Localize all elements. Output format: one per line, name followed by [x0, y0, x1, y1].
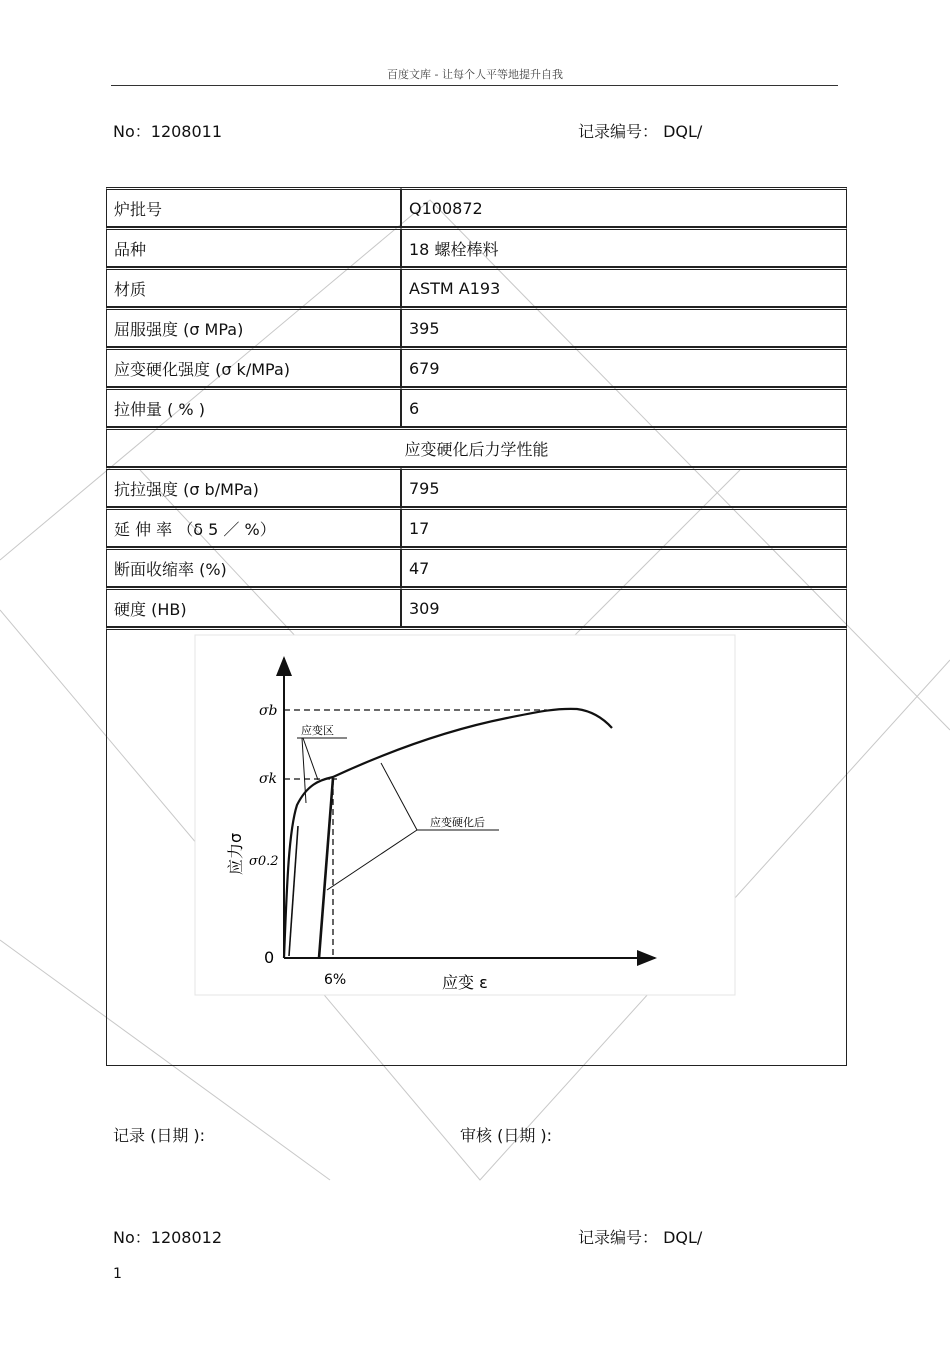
field-value: 679	[401, 347, 847, 387]
table-row	[106, 187, 847, 227]
field-value: 18 螺栓棒料	[401, 227, 847, 267]
field-value: 6	[401, 387, 847, 427]
table-row	[106, 347, 847, 387]
field-value: 309	[401, 587, 847, 627]
field-value: Q100872	[401, 187, 847, 227]
field-label: 拉伸量 ( % )	[106, 387, 401, 427]
table-row	[106, 467, 847, 507]
field-value: 395	[401, 307, 847, 347]
field-label: 延 伸 率 （δ 5 ／ %）	[106, 507, 401, 547]
figure-frame	[195, 635, 735, 995]
record-no-left-2: No：1208012	[113, 1228, 223, 1247]
field-label: 硬度 (HB)	[106, 587, 401, 627]
field-label: 品种	[106, 227, 401, 267]
section-title: 应变硬化后力学性能	[106, 427, 847, 467]
section-row	[106, 427, 847, 467]
page-header: 百度文库 - 让每个人平等地提升自我	[387, 68, 563, 81]
chart-cell	[106, 627, 847, 1066]
x-tick-6pct: 6%	[324, 972, 347, 988]
field-label: 断面收缩率 (%)	[106, 547, 401, 587]
table-row	[106, 267, 847, 307]
after-hardening-label: 应变硬化后	[430, 816, 485, 829]
chart-row	[106, 627, 847, 1066]
header-rule	[111, 85, 838, 86]
x-axis-label: 应变 ε	[442, 973, 488, 992]
record-code-2: 记录编号： DQL/	[578, 1228, 703, 1247]
y-axis-label: 应力σ	[226, 832, 245, 875]
record-table	[106, 187, 847, 1066]
field-label: 抗拉强度 (σ b/MPa)	[106, 467, 401, 507]
table-row	[106, 587, 847, 627]
review-date-label: 审核 (日期 ):	[460, 1126, 553, 1145]
table-row	[106, 387, 847, 427]
field-label: 应变硬化强度 (σ k/MPa)	[106, 347, 401, 387]
record-code: 记录编号： DQL/	[578, 122, 703, 141]
sigma-k-label: σk	[259, 771, 278, 787]
table-row	[106, 227, 847, 267]
field-value: 47	[401, 547, 847, 587]
record-date-label: 记录 (日期 ):	[113, 1126, 206, 1145]
sigma-02-label: σ0.2	[249, 854, 279, 869]
table-row	[106, 307, 847, 347]
stress-strain-diagram	[107, 630, 846, 1065]
field-label: 材质	[106, 267, 401, 307]
record-no-left: No：1208011	[113, 122, 223, 141]
table-row	[106, 507, 847, 547]
field-label: 炉批号	[106, 187, 401, 227]
page-number: 1	[113, 1266, 122, 1282]
field-value: 795	[401, 467, 847, 507]
table-row	[106, 547, 847, 587]
origin-label: 0	[264, 948, 275, 967]
strain-region-label: 应变区	[301, 724, 334, 737]
field-value: 17	[401, 507, 847, 547]
field-value: ASTM A193	[401, 267, 847, 307]
field-label: 屈服强度 (σ MPa)	[106, 307, 401, 347]
sigma-b-label: σb	[259, 703, 278, 719]
